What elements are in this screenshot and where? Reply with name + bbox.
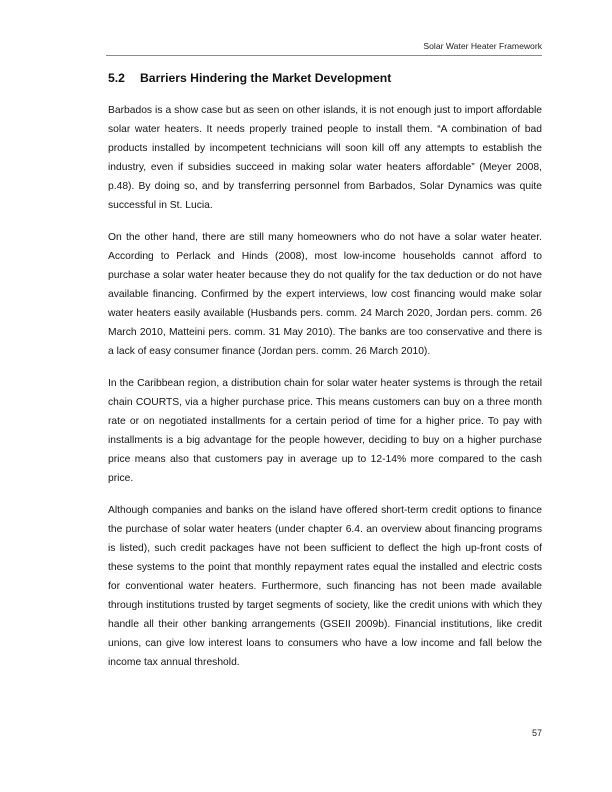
section-number: 5.2 <box>108 71 125 85</box>
section-title: Barriers Hindering the Market Development <box>140 71 392 85</box>
running-header <box>106 40 542 56</box>
paragraph-credit-options: Although companies and banks on the island have offered short-term credit options to finance the purchase of solar water heaters (under chapter 6.4. an overview about financing programs is listed), such credit packages have not been sufficient to deflect the high up-front costs of these systems to the point that monthly repayment rates equal the installed and electric costs for conventional water heaters. Furthermore, such financing has not been made available through institutions trusted by target segments of society, like the credit unions with which they handle all their other banking arrangements (GSEII 2009b). Financial institutions, like credit unions, can give low interest loans to consumers who have a low income and fall below the income tax annual threshold. <box>108 505 542 668</box>
page-number: 57 <box>531 728 542 738</box>
paragraph-homeowners-financing: On the other hand, there are still many homeowners who do not have a solar water heater. According to Perlack and Hinds (2008), most low-income households cannot afford to purchase a solar water heater because they do not qualify for the tax deduction or do not have available financing. Confirmed by the expert interviews, low cost financing would make solar water heaters easily available (Husbands pers. comm. 24 March 2020, Jordan pers. comm. 26 March 2010, Matteini pers. comm. 31 May 2010). The banks are too conservative and there is a lack of easy consumer finance (Jordan pers. comm. 26 March 2010). <box>108 232 542 357</box>
body-text <box>108 101 542 672</box>
running-header-title: Solar Water Heater Framework <box>423 41 542 51</box>
paragraph-barbados-showcase: Barbados is a show case but as seen on other islands, it is not enough just to import affordable solar water heaters. It needs properly trained people to install them. “A combination of bad products installed by incompetent technicians will soon kill off any attempts to establish the industry, even if subsidies succeed in making solar water heaters affordable” (Meyer 2008, p.48). By doing so, and by transferring personnel from Barbados, Solar Dynamics was quite successful in St. Lucia. <box>108 105 542 211</box>
section-heading <box>108 71 391 85</box>
paragraph-caribbean-distribution: In the Caribbean region, a distribution chain for solar water heater systems is through the retail chain COURTS, via a higher purchase price. This means customers can buy on a three month rate or on negotiated installments for a certain period of time for a higher price. To pay with installments is a big advantage for the people however, deciding to buy on a higher purchase price means also that customers pay in average up to 12-14% more compared to the cash price. <box>108 378 542 484</box>
